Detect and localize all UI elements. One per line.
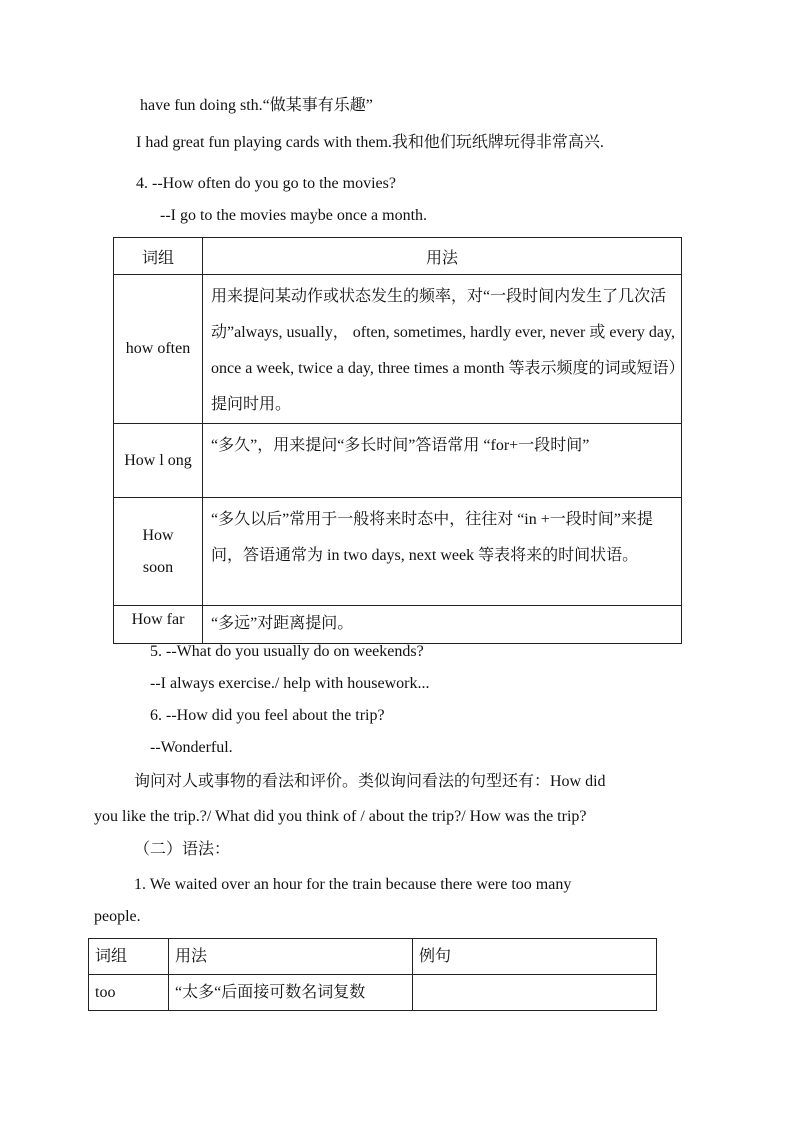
header-usage: 用法 <box>203 238 682 275</box>
line-q6-answer: --Wonderful. <box>150 739 233 756</box>
table-row <box>114 275 682 424</box>
header-phrase: 词组 <box>89 939 169 975</box>
line-grammar-example-cont: people. <box>94 908 141 925</box>
section-grammar-heading: （二）语法： <box>134 841 231 858</box>
phrase-cell: How soon <box>114 498 203 606</box>
table-row <box>114 424 682 498</box>
usage-cell: “多久以后”常用于一般将来时态中，往往对 “in +一段时间”来提问，答语通常为 in two days, next week 等表将来的时间状语。 <box>203 498 682 606</box>
how-phrases-table <box>113 237 682 644</box>
line-q6-question: 6. --How did you feel about the trip? <box>150 707 385 724</box>
line-q4-question: 4. --How often do you go to the movies? <box>136 175 396 192</box>
usage-cell: “多久”，用来提问“多长时间”答语常用 “for+一段时间” <box>203 424 682 498</box>
phrase-cell: How far <box>114 606 203 644</box>
example-cell <box>413 975 657 1011</box>
line-opinion-note: 询问对人或事物的看法和评价。类似询问看法的句型还有：How did <box>134 773 606 790</box>
line-grammar-example: 1. We waited over an hour for the train because there were too many <box>134 876 572 893</box>
too-phrases-table <box>88 938 657 1011</box>
line-have-fun: have fun doing sth.“做某事有乐趣” <box>140 97 373 114</box>
usage-cell: 用来提问某动作或状态发生的频率，对“一段时间内发生了几次活动”always, usually， often, sometimes, hardly ever, never 或 every day, once a week, twice a day, three times a month 等表示频度的词或短语）提问时用。 <box>203 275 682 424</box>
line-q4-answer: --I go to the movies maybe once a month. <box>160 207 428 224</box>
header-usage: 用法 <box>169 939 413 975</box>
usage-cell: “多远”对距离提问。 <box>203 606 682 644</box>
phrase-cell: How l ong <box>114 424 203 498</box>
phrase-cell: too <box>89 975 169 1011</box>
table-row <box>114 606 682 644</box>
phrase-cell: how often <box>114 275 203 424</box>
line-q5-answer: --I always exercise./ help with housework... <box>150 675 430 692</box>
table-header-row <box>89 939 657 975</box>
table-row <box>114 498 682 606</box>
table-header-row <box>114 238 682 275</box>
header-phrase: 词组 <box>114 238 203 275</box>
line-q5-question: 5. --What do you usually do on weekends? <box>150 643 424 660</box>
line-opinion-examples: you like the trip.?/ What did you think of / about the trip?/ How was the trip? <box>94 808 587 825</box>
line-example-cards: I had great fun playing cards with them.我和他们玩纸牌玩得非常高兴. <box>136 134 604 151</box>
table-row <box>89 975 657 1011</box>
usage-cell: “太多“后面接可数名词复数 <box>169 975 413 1011</box>
header-example: 例句 <box>413 939 657 975</box>
